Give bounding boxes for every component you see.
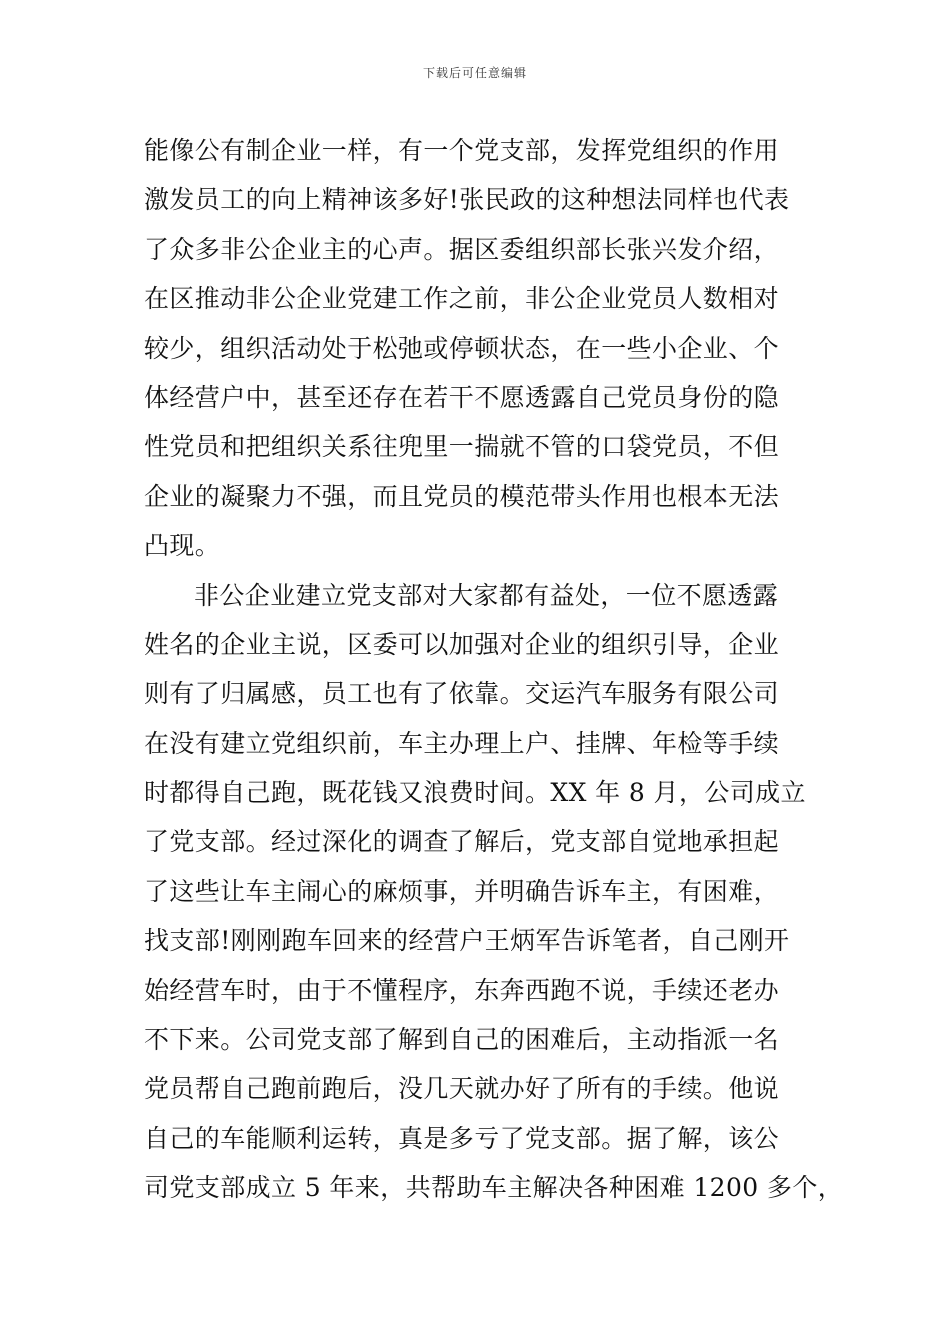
text-line: 司党支部成立 5 年来，共帮助车主解决各种困难 1200 多个，	[144, 1173, 844, 1203]
text-line: 在区推动非公企业党建工作之前，非公企业党员人数相对	[144, 284, 780, 314]
paragraph-1	[144, 126, 814, 571]
text-line: 找支部!刚刚跑车回来的经营户王炳军告诉笔者，自己刚开	[144, 926, 790, 956]
page-header: 下载后可任意编辑	[422, 66, 527, 80]
text-line: 了众多非公企业主的心声。据区委组织部长张兴发介绍，	[144, 234, 780, 264]
text-line-indented: 非公企业建立党支部对大家都有益处，一位不愿透露	[194, 580, 779, 610]
text-line: 了这些让车主闹心的麻烦事，并明确告诉车主，有困难，	[144, 876, 780, 906]
paragraph-2	[144, 571, 844, 1213]
text-line: 党员帮自己跑前跑后，没几天就办好了所有的手续。他说	[144, 1074, 780, 1104]
text-line: 不下来。公司党支部了解到自己的困难后，主动指派一名	[144, 1025, 780, 1055]
text-line: 则有了归属感，员工也有了依靠。交运汽车服务有限公司	[144, 679, 780, 709]
text-line: 企业的凝聚力不强，而且党员的模范带头作用也根本无法	[144, 481, 780, 511]
text-line: 了党支部。经过深化的调查了解后，党支部自觉地承担起	[144, 827, 780, 857]
text-line: 激发员工的向上精神该多好!张民政的这种想法同样也代表	[144, 185, 790, 215]
text-line: 自己的车能顺利运转，真是多亏了党支部。据了解，该公	[144, 1123, 780, 1153]
text-line: 凸现。	[144, 531, 221, 561]
text-line: 姓名的企业主说，区委可以加强对企业的组织引导，企业	[144, 629, 780, 659]
text-line: 较少，组织活动处于松弛或停顿状态，在一些小企业、个	[144, 333, 780, 363]
text-line: 能像公有制企业一样，有一个党支部，发挥党组织的作用	[144, 136, 780, 165]
document-body	[144, 126, 844, 1213]
text-line: 在没有建立党组织前，车主办理上户、挂牌、年检等手续	[144, 728, 780, 758]
text-line: 时都得自己跑，既花钱又浪费时间。XX 年 8 月，公司成立	[144, 778, 806, 808]
text-line: 始经营车时，由于不懂程序，东奔西跑不说，手续还老办	[144, 975, 780, 1005]
text-line: 体经营户中，甚至还存在若干不愿透露自己党员身份的隐	[144, 382, 780, 412]
text-line: 性党员和把组织关系往兜里一揣就不管的口袋党员，不但	[144, 432, 780, 462]
